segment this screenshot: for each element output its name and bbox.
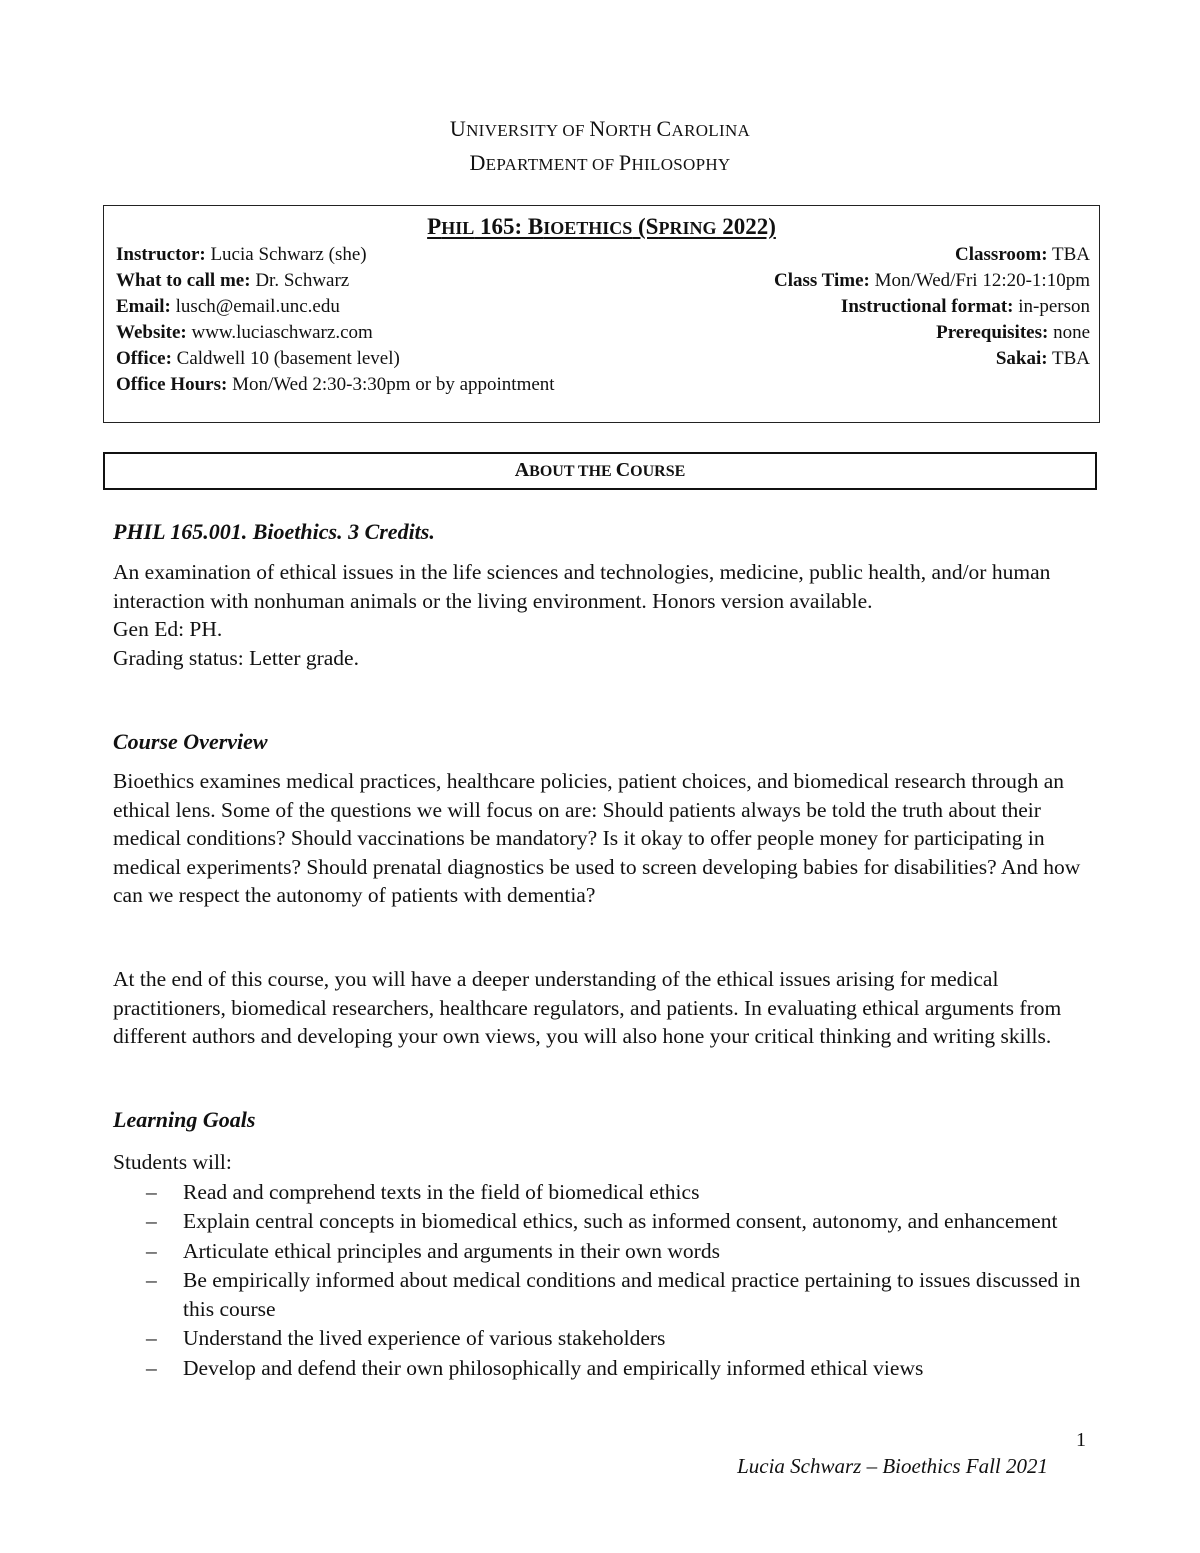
dash-bullet: – — [146, 1180, 157, 1204]
email-row: Email: lusch@email.unc.edu — [116, 296, 340, 317]
call-me-row: What to call me: Dr. Schwarz — [116, 270, 350, 291]
course-overview-heading: Course Overview — [113, 729, 268, 754]
goals-intro: Students will: — [113, 1150, 232, 1174]
overview-paragraph-1: Bioethics examines medical practices, healthcare policies, patient choices, and biomedical research through an ethical lens. Some of the questions we will focus on are: Should patients always be told the truth about their medical conditions? Should vaccinations be mandatory? Is it okay to offer people money for participating in medical experiments? Should prenatal diagnostics be used to screen developing babies for disabilities? And how can we respect the autonomy of patients with dementia? — [113, 769, 1081, 907]
dash-bullet: – — [146, 1355, 157, 1380]
format-row: Instructional format: in-person — [840, 296, 1090, 317]
instructor-row: Instructor: Lucia Schwarz (she) — [116, 244, 367, 265]
office-hours-row: Office Hours: Mon/Wed 2:30-3:30pm or by appointment — [116, 374, 555, 395]
classroom-row: Classroom: TBA — [955, 244, 1090, 265]
sakai-row: Sakai: TBA — [995, 348, 1090, 369]
page-footer: Lucia Schwarz – Bioethics Fall 2021 — [737, 1454, 1048, 1478]
list-item: – Understand the lived experience of various stakeholders — [146, 1324, 1106, 1353]
instructor-info — [116, 242, 556, 398]
list-item: – Develop and defend their own philosophically and empirically informed ethical views — [146, 1354, 1106, 1383]
website-row: Website: www.luciaschwarz.com — [116, 322, 373, 343]
course-info-box — [103, 205, 1100, 423]
list-item: – Read and comprehend texts in the field of biomedical ethics — [146, 1178, 1106, 1207]
list-item: – Articulate ethical principles and arguments in their own words — [146, 1237, 1106, 1266]
university-heading: UNIVERSITY OF NORTH CAROLINA — [449, 116, 751, 141]
catalog-description — [113, 558, 1093, 672]
dash-bullet: – — [146, 1238, 157, 1263]
learning-goals-heading: Learning Goals — [113, 1107, 256, 1132]
list-item: – Be empirically informed about medical conditions and medical practice pertaining to issues discussed in this course — [146, 1267, 1081, 1322]
prerequisites-row: Prerequisites: none — [936, 322, 1090, 343]
list-item: – Explain central concepts in biomedical ethics, such as informed consent, autonomy, and enhancement — [146, 1207, 1106, 1236]
dash-bullet: – — [146, 1267, 157, 1292]
dash-bullet: – — [146, 1326, 157, 1351]
course-code: PHIL 165.001. Bioethics. 3 Credits. — [113, 519, 435, 544]
class-time-row: Class Time: Mon/Wed/Fri 12:20-1:10pm — [773, 270, 1090, 291]
office-row: Office: Caldwell 10 (basement level) — [116, 348, 400, 369]
grading-status: Grading status: Letter grade. — [113, 645, 359, 670]
department-heading: DEPARTMENT OF PHILOSOPHY — [469, 150, 731, 175]
catalog-text: An examination of ethical issues in the life sciences and technologies, medicine, public health, and/or human interaction with nonhuman animals or the living environment. Honors version available. — [113, 560, 1051, 613]
gen-ed: Gen Ed: PH. — [113, 617, 223, 641]
learning-goals-list — [146, 1178, 1106, 1383]
class-info — [570, 242, 1090, 372]
about-course-heading: ABOUT THE COURSE — [103, 452, 1097, 490]
course-title: PHIL 165: BIOETHICS (SPRING 2022) — [427, 214, 776, 239]
page-number: 1 — [1076, 1429, 1086, 1451]
dash-bullet: – — [146, 1209, 157, 1234]
overview-paragraph-2: At the end of this course, you will have a deeper understanding of the ethical issues arising for medical practitioners, biomedical researchers, healthcare regulators, and patients. In evaluating ethical arguments from different authors and developing your own views, you will also hone your critical thinking and writing skills. — [113, 967, 1062, 1048]
